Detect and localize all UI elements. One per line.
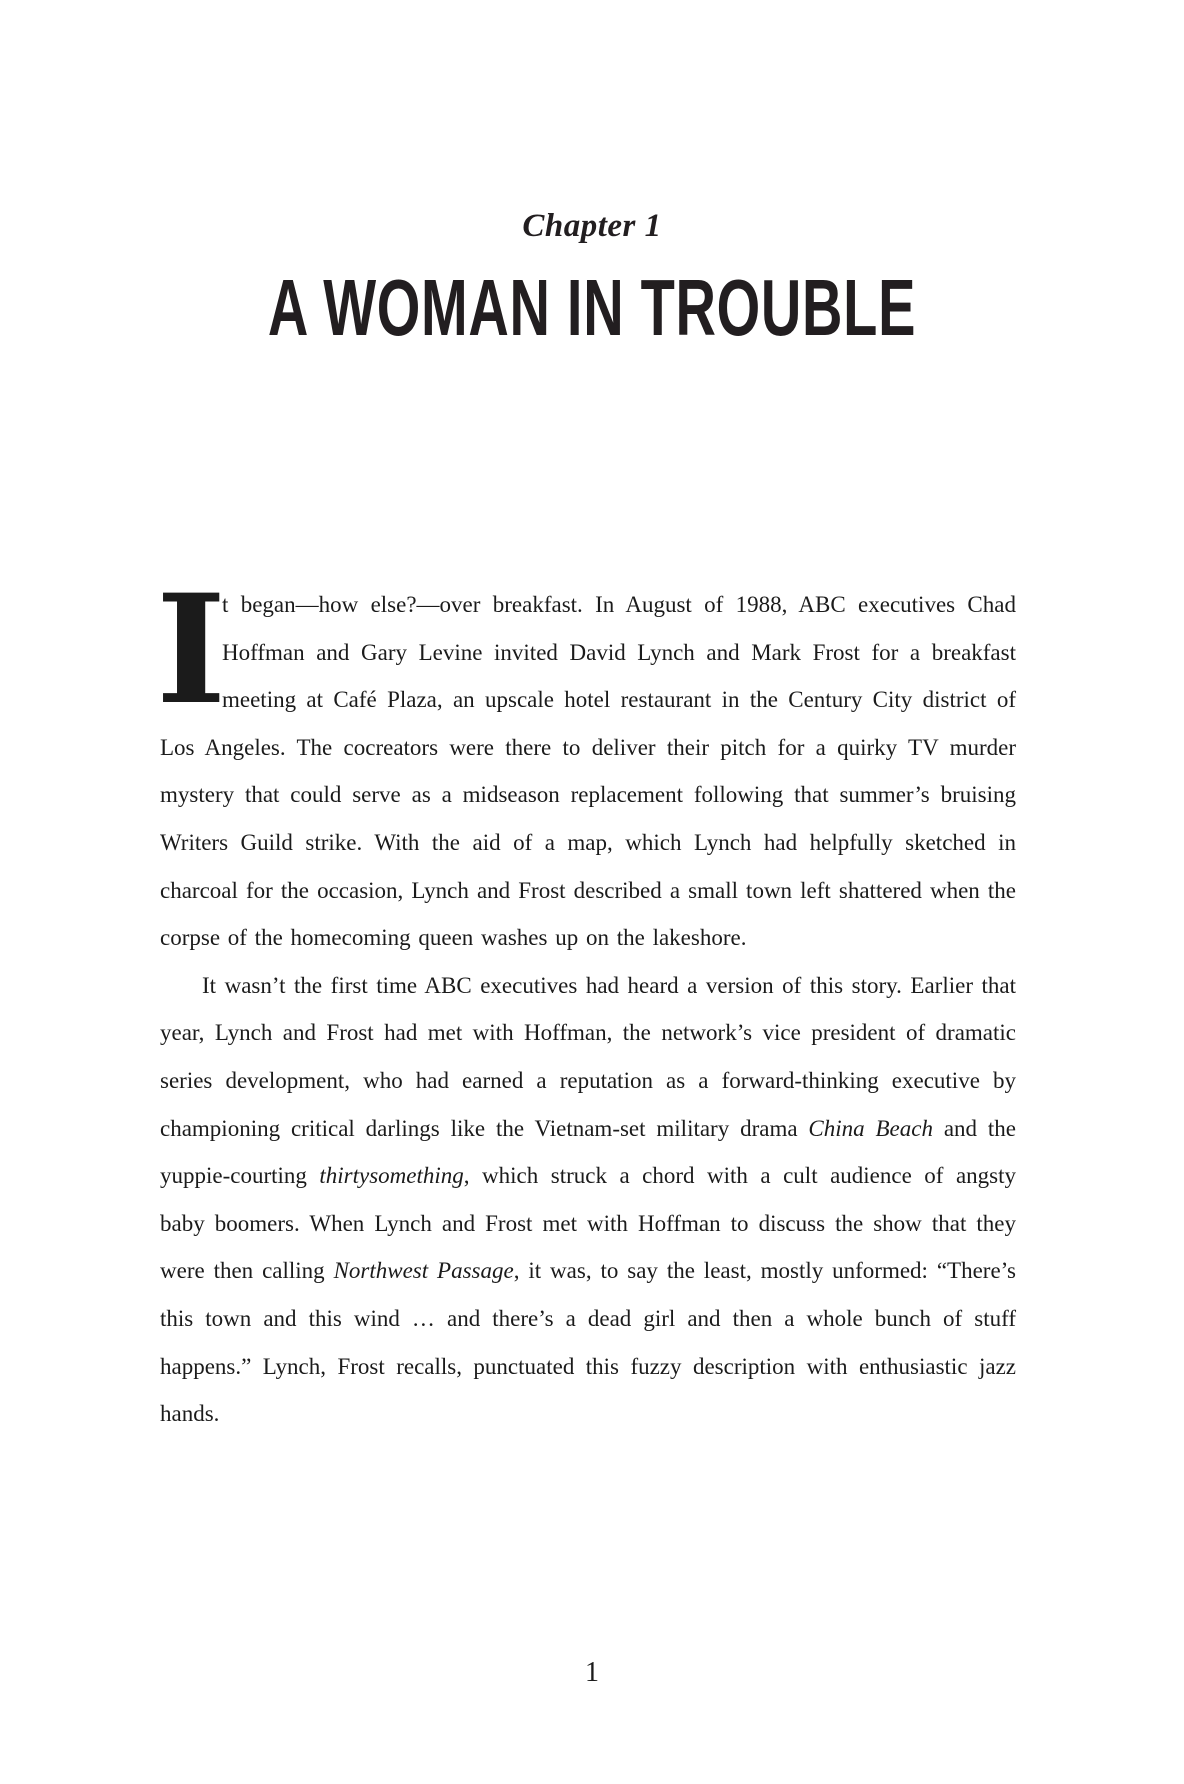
body-text <box>156 562 1017 1438</box>
chapter-label: Chapter 1 <box>522 208 662 244</box>
text-run: , it was, to say the least, mostly unformed: “There’s this town and this wind … and there’s a dead girl and then a whole bunch of stuff happens.” Lynch, Frost recalls, punctuated this fuzzy description with enthusiastic jazz hands. <box>160 1258 1017 1427</box>
paragraph <box>156 562 1016 962</box>
chapter-title-text: A WOMAN IN TROUBLE <box>267 263 917 352</box>
text-run: It wasn’t the first time ABC executives had heard a version of this story. Earlier that year, Lynch and Frost had met with Hoffman, the network’s vice president of dramatic series development, who had earned a reputation as a forward-thinking executive by championing critical darlings like the Vietnam-set military drama <box>160 972 1016 1141</box>
page-number: 1 <box>585 1657 599 1688</box>
chapter-title <box>0 263 1184 352</box>
text-run: t began—how else?—over breakfast. In August of 1988, ABC executives Chad Hoffman and Gary Levine invited David Lynch and Mark Frost for a breakfast meeting at Café Plaza, an upscale hotel restaurant in the Century City district of Los Angeles. The cocreators were there to deliver their pitch for a quirky TV murder mystery that could serve as a midseason replacement following that summer’s bruising Writers Guild strike. With the aid of a map, which Lynch had helpfully sketched in charcoal for the occasion, Lynch and Frost described a small town left shattered when the corpse of the homecoming queen washes up on the lakeshore. <box>160 592 1016 951</box>
text-run: and the yuppie-courting <box>160 1115 1016 1189</box>
drop-cap: I <box>156 562 227 738</box>
text-run: , which struck a chord with a cult audience of angsty baby boomers. When Lynch and Frost met with Hoffman to discuss the show that they were then calling <box>160 1163 1017 1284</box>
paragraph <box>160 962 1016 1438</box>
italic-text-run: thirtysomething <box>319 1163 464 1189</box>
italic-text-run: China Beach <box>808 1115 933 1141</box>
italic-text-run: Northwest Passage <box>333 1258 514 1284</box>
